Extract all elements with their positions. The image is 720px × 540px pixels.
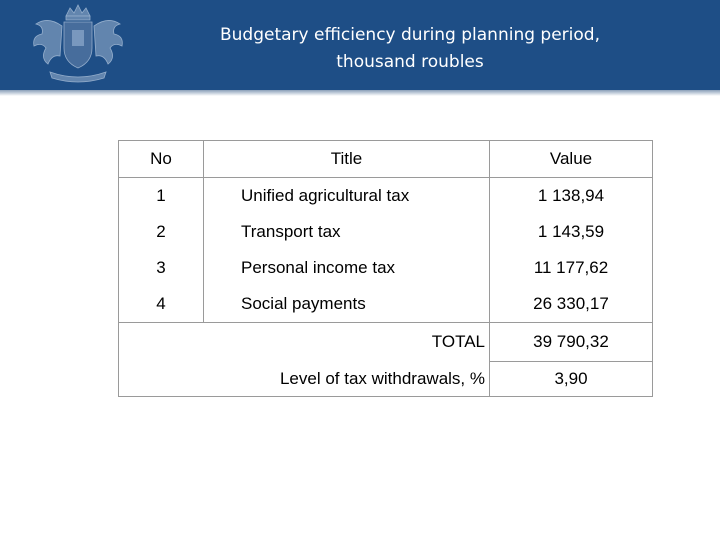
- row-value: 1 143,59: [490, 214, 653, 250]
- column-header-no: No: [119, 141, 204, 178]
- page-title-line-1: Budgetary efficiency during planning period,: [219, 25, 600, 45]
- tax-level-row: [119, 362, 653, 397]
- row-title: Unified agricultural tax: [204, 178, 490, 215]
- row-value: 11 177,62: [490, 250, 653, 286]
- coat-of-arms-icon: [26, 2, 130, 88]
- header-shadow: [0, 90, 720, 96]
- table-row: [119, 286, 653, 323]
- row-title: Social payments: [204, 286, 490, 323]
- page-title-line-2: thousand roubles: [336, 52, 484, 72]
- total-label: TOTAL: [119, 323, 490, 362]
- column-header-value: Value: [490, 141, 653, 178]
- row-title: Transport tax: [204, 214, 490, 250]
- tax-level-label: Level of tax withdrawals, %: [119, 362, 490, 397]
- table-row: [119, 214, 653, 250]
- row-number: 3: [119, 250, 204, 286]
- row-number: 4: [119, 286, 204, 323]
- total-row: [119, 323, 653, 362]
- header-bar: [0, 0, 720, 90]
- row-number: 2: [119, 214, 204, 250]
- tax-level-value: 3,90: [490, 362, 653, 397]
- row-value: 26 330,17: [490, 286, 653, 323]
- table-row: [119, 250, 653, 286]
- row-number: 1: [119, 178, 204, 215]
- row-value: 1 138,94: [490, 178, 653, 215]
- table-row: [119, 178, 653, 215]
- row-title: Personal income tax: [204, 250, 490, 286]
- page-title: [150, 22, 670, 76]
- total-value: 39 790,32: [490, 323, 653, 362]
- table-header-row: [119, 141, 653, 178]
- budget-table: [118, 140, 653, 397]
- column-header-title: Title: [204, 141, 490, 178]
